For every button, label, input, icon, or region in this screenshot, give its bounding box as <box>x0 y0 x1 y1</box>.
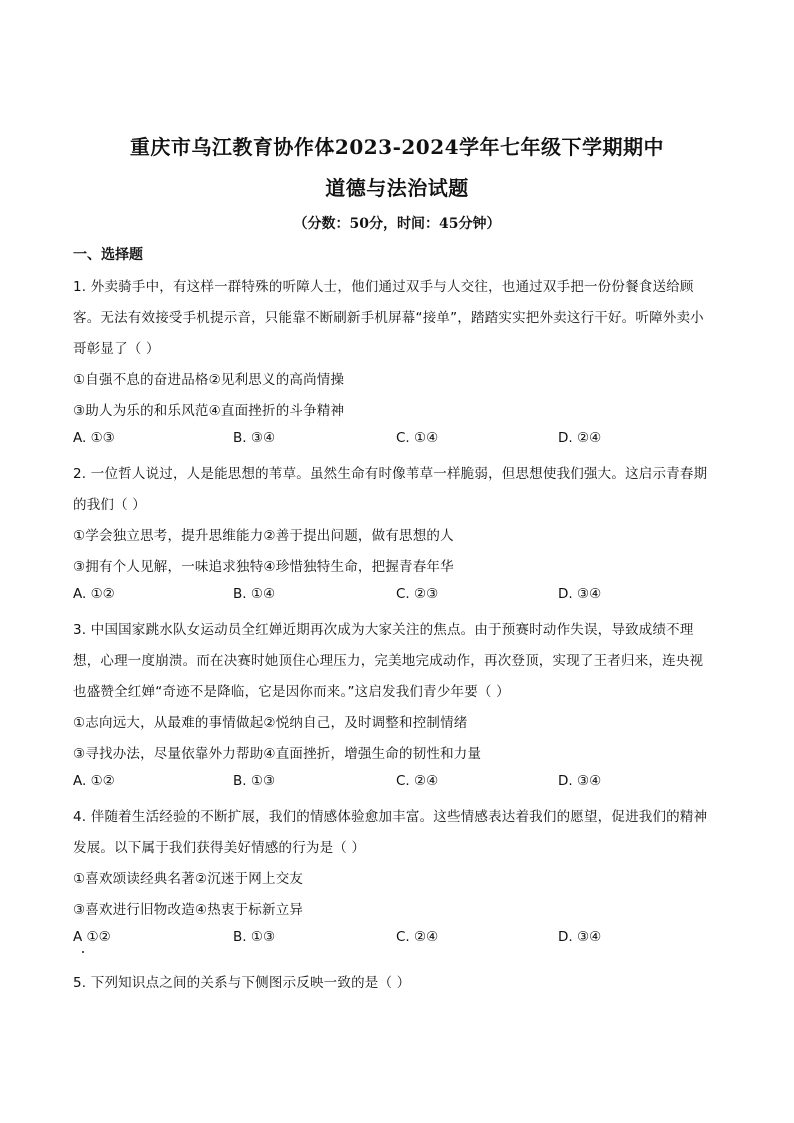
question-1-option-a[interactable]: A. ①③ <box>73 430 115 446</box>
score-time-info: （分数：50分，时间：45分钟） <box>293 216 501 232</box>
question-3-option-d[interactable]: D. ③④ <box>558 773 602 789</box>
question-2-option-d[interactable]: D. ③④ <box>558 586 602 602</box>
question-3-line-1: 3. 中国国家跳水队女运动员全红婵近期再次成为大家关注的焦点。由于预赛时动作失误，导致成绩不理 <box>73 622 694 638</box>
section-heading: 一、选择题 <box>73 247 143 263</box>
question-4-option-c[interactable]: C. ②④ <box>396 929 439 945</box>
question-3-option-a[interactable]: A. ①② <box>73 773 115 789</box>
question-4-option-a[interactable]: A ①② <box>73 929 111 945</box>
option-a-dot-mark <box>82 951 84 953</box>
question-2-option-a[interactable]: A. ①② <box>73 586 115 602</box>
question-3-option-b[interactable]: B. ①③ <box>233 773 276 789</box>
question-1-option-b[interactable]: B. ③④ <box>233 430 276 446</box>
question-5-line-1: 5. 下列知识点之间的关系与下侧图示反映一致的是（ ） <box>73 975 411 991</box>
question-3-line-2: 想，心理一度崩溃。而在决赛时她顶住心理压力，完美地完成动作，再次登顶，实现了王者归来，连央视 <box>73 653 704 669</box>
question-1-statement-2: ③助人为乐的和乐风范④直面挫折的斗争精神 <box>73 403 345 419</box>
question-4-statement-1: ①喜欢颂读经典名著②沉迷于网上交友 <box>73 871 304 887</box>
question-4-statement-2: ③喜欢进行旧物改造④热衷于标新立异 <box>73 902 304 918</box>
question-3-statement-1: ①志向远大，从最难的事情做起②悦纳自己，及时调整和控制情绪 <box>73 715 468 731</box>
question-2-statement-1: ①学会独立思考，提升思维能力②善于提出问题，做有思想的人 <box>73 528 454 544</box>
exam-title-line2: 道德与法治试题 <box>325 176 469 200</box>
question-4-option-b[interactable]: B. ①③ <box>233 929 276 945</box>
question-1-line-3: 哥彰显了（ ） <box>73 341 160 357</box>
exam-title-line1: 重庆市乌江教育协作体2023-2024学年七年级下学期期中 <box>129 135 665 159</box>
question-4-line-2: 发展。以下属于我们获得美好情感的行为是（ ） <box>73 840 366 856</box>
question-4-line-1: 4. 伴随着生活经验的不断扩展，我们的情感体验愈加丰富。这些情感表达着我们的愿望，促进我们的精神 <box>73 809 708 825</box>
question-2-option-c[interactable]: C. ②③ <box>396 586 439 602</box>
question-2-statement-2: ③拥有个人见解，一味追求独特④珍惜独特生命，把握青春年华 <box>73 559 454 575</box>
question-3-statement-2: ③寻找办法，尽量依靠外力帮助④直面挫折，增强生命的韧性和力量 <box>73 746 482 762</box>
question-2-option-b[interactable]: B. ①④ <box>233 586 276 602</box>
question-2-line-2: 的我们（ ） <box>73 497 146 513</box>
question-1-option-d[interactable]: D. ②④ <box>558 430 602 446</box>
question-3-line-3: 也盛赞全红婵“奇迹不是降临，它是因你而来。”这启发我们青少年要（ ） <box>73 684 510 700</box>
question-3-option-c[interactable]: C. ②④ <box>396 773 439 789</box>
question-1-line-1: 1. 外卖骑手中，有这样一群特殊的听障人士，他们通过双手与人交往，也通过双手把一份份餐食送给顾 <box>73 279 694 295</box>
question-4-option-d[interactable]: D. ③④ <box>558 929 602 945</box>
question-1-line-2: 客。无法有效接受手机提示音，只能靠不断刷新手机屏幕“接单”，踏踏实实把外卖这行干好。听障外卖小 <box>73 310 704 326</box>
question-1-statement-1: ①自强不息的奋进品格②见利思义的高尚情操 <box>73 372 345 388</box>
question-2-line-1: 2. 一位哲人说过，人是能思想的苇草。虽然生命有时像苇草一样脆弱，但思想使我们强大。这启示青春期 <box>73 466 708 482</box>
question-1-option-c[interactable]: C. ①④ <box>396 430 439 446</box>
